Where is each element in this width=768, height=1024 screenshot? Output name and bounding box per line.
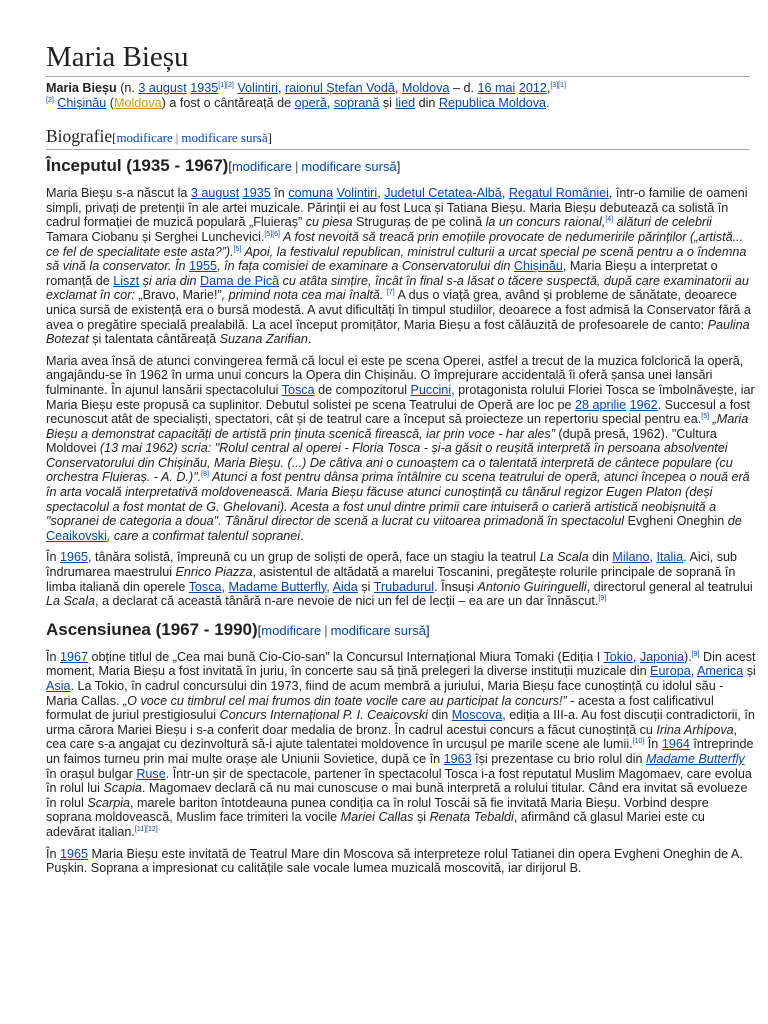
link-death-date[interactable]: 16 mai <box>477 81 516 95</box>
paragraph-1: Maria Bieșu s-a născut la 3 august 1935 în comuna Volintiri, Județul Cetatea-Albă, Regatul României, într-o familie de oameni simpli, privați de pretenții în ale artei muzicale. Părinții ei au fost Luca și Tatiana Bieșu. Maria Bieșu debutează ca solistă în cadrul formației de muzică populară „Fluieraș” cu piesa Struguraș de pe colină la un concurs raional,[4] alături de celebrii Tamara Ciobanu și Serghei Lunchevici.[5][6] A fost nevoită să treacă prin emoțiile provocate de nedumeririle părinților („artistă... ce fel de specialitate este asta?”).[5] Apoi, la festivalul republican, ministrul culturii a urcat special pe scenă pentru a o îndemna să vină la conservator. În 1955, în fața comisiei de examinare a Conservatorului din Chișinău, Maria Bieșu a interpretat o romanță de Liszt și aria din Dama de Pică cu atâta simțire, încât în final s-a lăsat o tăcere suspectă, după care examinatorii au exclamat în cor: „Bravo, Marie!”, primind nota cea mai înaltă. [7] A dus o viață grea, având și probleme de sănătate, deoarece unica sursă de existență era o bursă modestă. A avut dificultăți în timpul studiilor, deoarece a fost admisă la Conservator fără a avea o pregătire specială prealabilă. La acel început promițător, Maria Bieșu a fost călăuzită de profesoarele de canto: Paulina Botezat și talentata cântăreață Suzana Zarifian. <box>46 186 751 347</box>
link[interactable]: Japonia <box>639 649 684 664</box>
ref[interactable]: [2] <box>46 96 54 104</box>
edit-source-link[interactable]: modificare sursă <box>181 130 268 146</box>
link[interactable]: Europa <box>650 664 691 679</box>
link[interactable]: 1955 <box>189 259 218 274</box>
link[interactable]: Tosca <box>188 579 222 594</box>
link[interactable]: 1964 <box>661 737 690 752</box>
edit-link[interactable]: modificare <box>231 159 292 175</box>
link[interactable]: 1962 <box>629 397 658 412</box>
edit-source-link[interactable]: modificare sursă <box>301 159 397 175</box>
ref[interactable]: [3][1] <box>550 81 566 89</box>
edit-source-link[interactable]: modificare sursă <box>330 622 427 638</box>
edit-link[interactable]: modificare <box>261 622 322 638</box>
ref[interactable]: [4] <box>605 216 614 224</box>
link[interactable]: Italia <box>656 550 684 565</box>
link[interactable]: Madame Butterfly <box>645 751 745 766</box>
ref[interactable]: [5] <box>701 412 710 420</box>
paragraph-5: În 1965 Maria Bieșu este invitată de Teatrul Mare din Moscova să interpreteze rolul Tatianei din opera Evgheni Oneghin de A. Pușkin. Soprana a impresionat cu calitățile sale vocale lumea muzicală moscovită, iar dirijorul B. <box>46 846 743 876</box>
section-heading-biografie: Biografie[modificare | modificare sursă] <box>46 126 750 150</box>
link-raion[interactable]: raionul Ștefan Vodă <box>284 81 395 95</box>
link[interactable]: Volintiri <box>336 186 378 201</box>
link[interactable]: Ceaikovski <box>46 528 107 543</box>
ref[interactable]: [8] <box>201 471 209 479</box>
edit-link[interactable]: modificare <box>116 130 173 146</box>
link[interactable]: Puccini <box>410 382 452 397</box>
link-birth-year[interactable]: 1935 <box>190 81 219 95</box>
link[interactable]: Madame Butterfly <box>228 579 327 594</box>
link[interactable]: Regatul României <box>508 186 609 201</box>
paragraph-2: Maria avea însă de atunci convingerea fermă că locul ei este pe scena Operei, astfel a trecut de la muzica folclorică la operă, angajându-se în 1962 în urma unui concurs la Opera din Chișinău. O împrejurare accidentală îi oferă șansa unei lansări fulminante. În ajunul lansării spectacolului Tosca de compozitorul Puccini, protagonista rolului Floriei Tosca se îmbolnăvește, iar Maria Bieșu este propusă ca suplinitor. Debutul solistei pe scena Teatrului de Operă are loc pe 28 aprilie 1962. Succesul a fost recunoscut atât de specialiști, spectatori, cât și de teatrul care a început să proiecteze un repertoriu special pentru ea.[5] „Maria Bieșu a demonstrat capacități de artistă prin ținuta scenică firească, iar prin voce - har ales” (după presă, 1962). "Cultura Moldovei (13 mai 1962) scria: "Rolul central al operei - Floria Tosca - și-a găsit o reușită interpretă în persoana absolventei Conservatorului din Chișinău, Maria Bieșu. (...) De câtiva ani o cunoaștem ca o talentată interpretă de cântece populare (cu orchestra Fluieraș. - A. D.)".[8] Atunci a fost pentru dânsa prima întâlnire cu scena teatrului de operă, atunci începea o nouă eră în arta vocală interpretativă moldovenească. Maria Bieșu făcuse atunci cunoștință cu tânărul regizor Eugen Platon (deși spectacolul a fost montat de G. Ghelovani). Acesta a fost unul dintre primii care intuiseră o carieră artistică neobișnuită a "sopranei de categoria a doua". Tânărul director de scenă a lucrat cu viitoarea primadonă în spectacolul Evgheni Oneghin de Ceaikovski, care a confirmat talentul sopranei. <box>46 353 755 543</box>
ref[interactable]: [10] <box>632 738 645 746</box>
intro-paragraph: Maria Bieșu (n. 3 august 1935[1][2] Volintiri, raionul Ștefan Vodă, Moldova – d. 16 mai 2012,[3][1] [2] Chișinău (Moldova) a fost o cântăreață de operă, soprană și lied din Republica Moldova. <box>46 81 566 110</box>
ref[interactable]: [9] <box>691 650 700 658</box>
link-moldova[interactable]: Moldova <box>401 81 450 95</box>
link[interactable]: 1967 <box>60 649 89 664</box>
link-rep-moldova[interactable]: Republica Moldova <box>438 95 546 110</box>
paragraph-4: În 1967 obține titlul de „Cea mai bună Cio-Cio-san” la Concursul Internațional Miura Tomaki (Ediția I Tokio, Japonia).[9] Din acest moment, Maria Bieșu a fost invitată în juriu, în concerte sau să țină prelegeri la diverse instituții muzicale din Europa, America și Asia. La Tokio, în cadrul concursului din 1973, fiind de acum membră a juriului, Maria Bieșu face cunoștință cu idolul său - Maria Callas. „O voce cu timbrul cel mai frumos din toate vocile care au participat la concurs!” - acesta a fost calificativul formulat de juriul prestigiosului Concurs Internațional P. I. Ceaicovski din Moscova, ediția a III-a. Au fost discuții contradictorii, în urma cărora Mariei Bieșu i s-a conferit doar medalia de bronz. În cadrul acestui concurs a făcut cunoștință cu Irina Arhipova, cea care s-a angajat cu dezinvoltură să-i ajute talentatei moldovence în urcușul pe marile scene ale lumii.[10] În 1964 întreprinde un faimos turneu prin mai multe orașe ale Uniunii Sovietice, după ce în 1963 își prezentase cu brio rolul din Madame Butterfly în orașul bulgar Ruse. Într-un șir de spectacole, partener în spectacolul Tosca i-a fost reputatul Muslim Magomaev, care evolua în rolul lui Scapia. Magomaev declară că nu mai cunoscuse o mai bună interpretă a rolului titular. Când era invitat să evolueze în rolul Scarpia, marele bariton întotdeauna punea condiția ca în rolul Toscăi să fie invitată Maria Bieșu. Vorbind despre soprana moldovească, Muslim face trimiteri la vocile Mariei Callas și Renata Tebaldi, afirmând că glasul Mariei este cu adevărat italian.[11][12] <box>46 649 756 839</box>
edit-links: [modificare | modificare sursă] <box>228 159 401 175</box>
link[interactable]: Milano <box>612 550 650 565</box>
link-volintiri[interactable]: Volintiri <box>237 81 278 95</box>
subject-name: Maria Bieșu <box>46 81 117 95</box>
subsection-heading-ascensiunea: Ascensiunea (1967 - 1990)[modificare | modificare sursă] <box>46 619 430 639</box>
link-moldova-2[interactable]: Moldova <box>114 95 162 110</box>
ref[interactable]: [9] <box>598 595 607 603</box>
subsection-heading-inceputul: Începutul (1935 - 1967)[modificare | modificare sursă] <box>46 156 401 176</box>
ref[interactable]: [11][12] <box>134 825 158 833</box>
link[interactable]: 28 aprilie <box>575 397 627 412</box>
link[interactable]: Tosca <box>281 382 315 397</box>
ref[interactable]: [5] <box>233 245 242 253</box>
link[interactable]: 1935 <box>242 186 271 201</box>
link[interactable]: Dama de Pică <box>200 273 280 288</box>
link[interactable]: comuna <box>288 186 334 201</box>
link-birth-date[interactable]: 3 august <box>138 81 187 95</box>
link[interactable]: Trubadurul <box>373 579 435 594</box>
link-death-year[interactable]: 2012 <box>518 81 547 95</box>
link[interactable]: Asia <box>46 679 71 693</box>
link[interactable]: America <box>697 664 744 679</box>
link[interactable]: Moscova <box>451 708 503 723</box>
link[interactable]: Chișinău <box>513 259 563 274</box>
page-title: Maria Bieșu <box>46 40 750 77</box>
ref[interactable]: [1][2] <box>218 81 234 89</box>
link-lied[interactable]: lied <box>395 95 416 110</box>
link[interactable]: 1963 <box>443 751 472 766</box>
article <box>46 0 768 876</box>
link[interactable]: Aida <box>332 579 358 594</box>
edit-links: [modificare | modificare sursă] <box>112 130 272 146</box>
link-chisinau[interactable]: Chișinău <box>57 95 107 110</box>
link[interactable]: 3 august <box>190 186 240 201</box>
link-soprana[interactable]: soprană <box>333 95 380 110</box>
link[interactable]: Liszt <box>113 273 140 288</box>
link[interactable]: Județul Cetatea-Albă <box>384 186 502 201</box>
link[interactable]: Ruse <box>136 766 166 781</box>
paragraph-3: În 1965, tânăra solistă, împreună cu un grup de soliști de operă, face un stagiu la teatrul La Scala din Milano, Italia. Aici, sub îndrumarea maestrului Enrico Piazza, asistentul de altădată a marelui Toscanini, pregătește rolurile principale de soprană în limba italiană din operele Tosca, Madame Butterfly, Aida și Trubadurul. Însuși Antonio Guiringuelli, directorul general al teatrului La Scala, a declarat că această tânără n-are nevoie de nici un fel de lecții – ea are un dar înnăscut.[9] <box>46 550 753 609</box>
edit-links: [modificare | modificare sursă] <box>257 622 430 638</box>
link[interactable]: Tokio <box>603 649 633 664</box>
ref[interactable]: [7] <box>386 289 395 297</box>
link-opera[interactable]: operă <box>294 95 327 110</box>
link[interactable]: 1965 <box>60 846 89 861</box>
link[interactable]: 1965 <box>60 550 89 565</box>
ref[interactable]: [5][6] <box>264 230 280 238</box>
